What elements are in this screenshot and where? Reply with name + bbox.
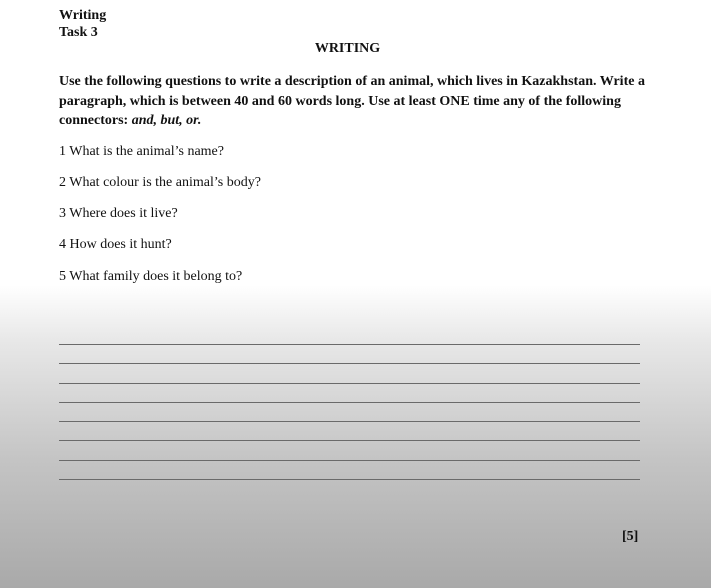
page-title: WRITING [314, 41, 381, 56]
question-4: 4 How does it hunt? [59, 237, 172, 252]
question-2: 2 What colour is the animal’s body? [59, 175, 261, 190]
answer-line [59, 383, 640, 384]
answer-line [59, 421, 640, 422]
instructions-text: Use the following questions to write a description of an animal, which lives in Kazakhstan. Write a paragraph, which is between 40 and 60 words long. Use at least ONE time any of the following connectors: [59, 74, 645, 128]
answer-line [59, 460, 640, 461]
instructions [59, 72, 649, 131]
task-number: Task 3 [59, 25, 98, 40]
answer-line [59, 479, 640, 480]
answer-line [59, 440, 640, 441]
score-marks: [5] [622, 529, 639, 544]
answer-line [59, 344, 640, 345]
connectors-list: and, but, or. [131, 113, 202, 128]
answer-lines [59, 344, 640, 498]
question-1: 1 What is the animal’s name? [59, 144, 224, 159]
answer-line [59, 402, 640, 403]
question-5: 5 What family does it belong to? [59, 269, 243, 284]
answer-line [59, 363, 640, 364]
question-3: 3 Where does it live? [59, 206, 178, 221]
section-heading: Writing [59, 8, 107, 23]
